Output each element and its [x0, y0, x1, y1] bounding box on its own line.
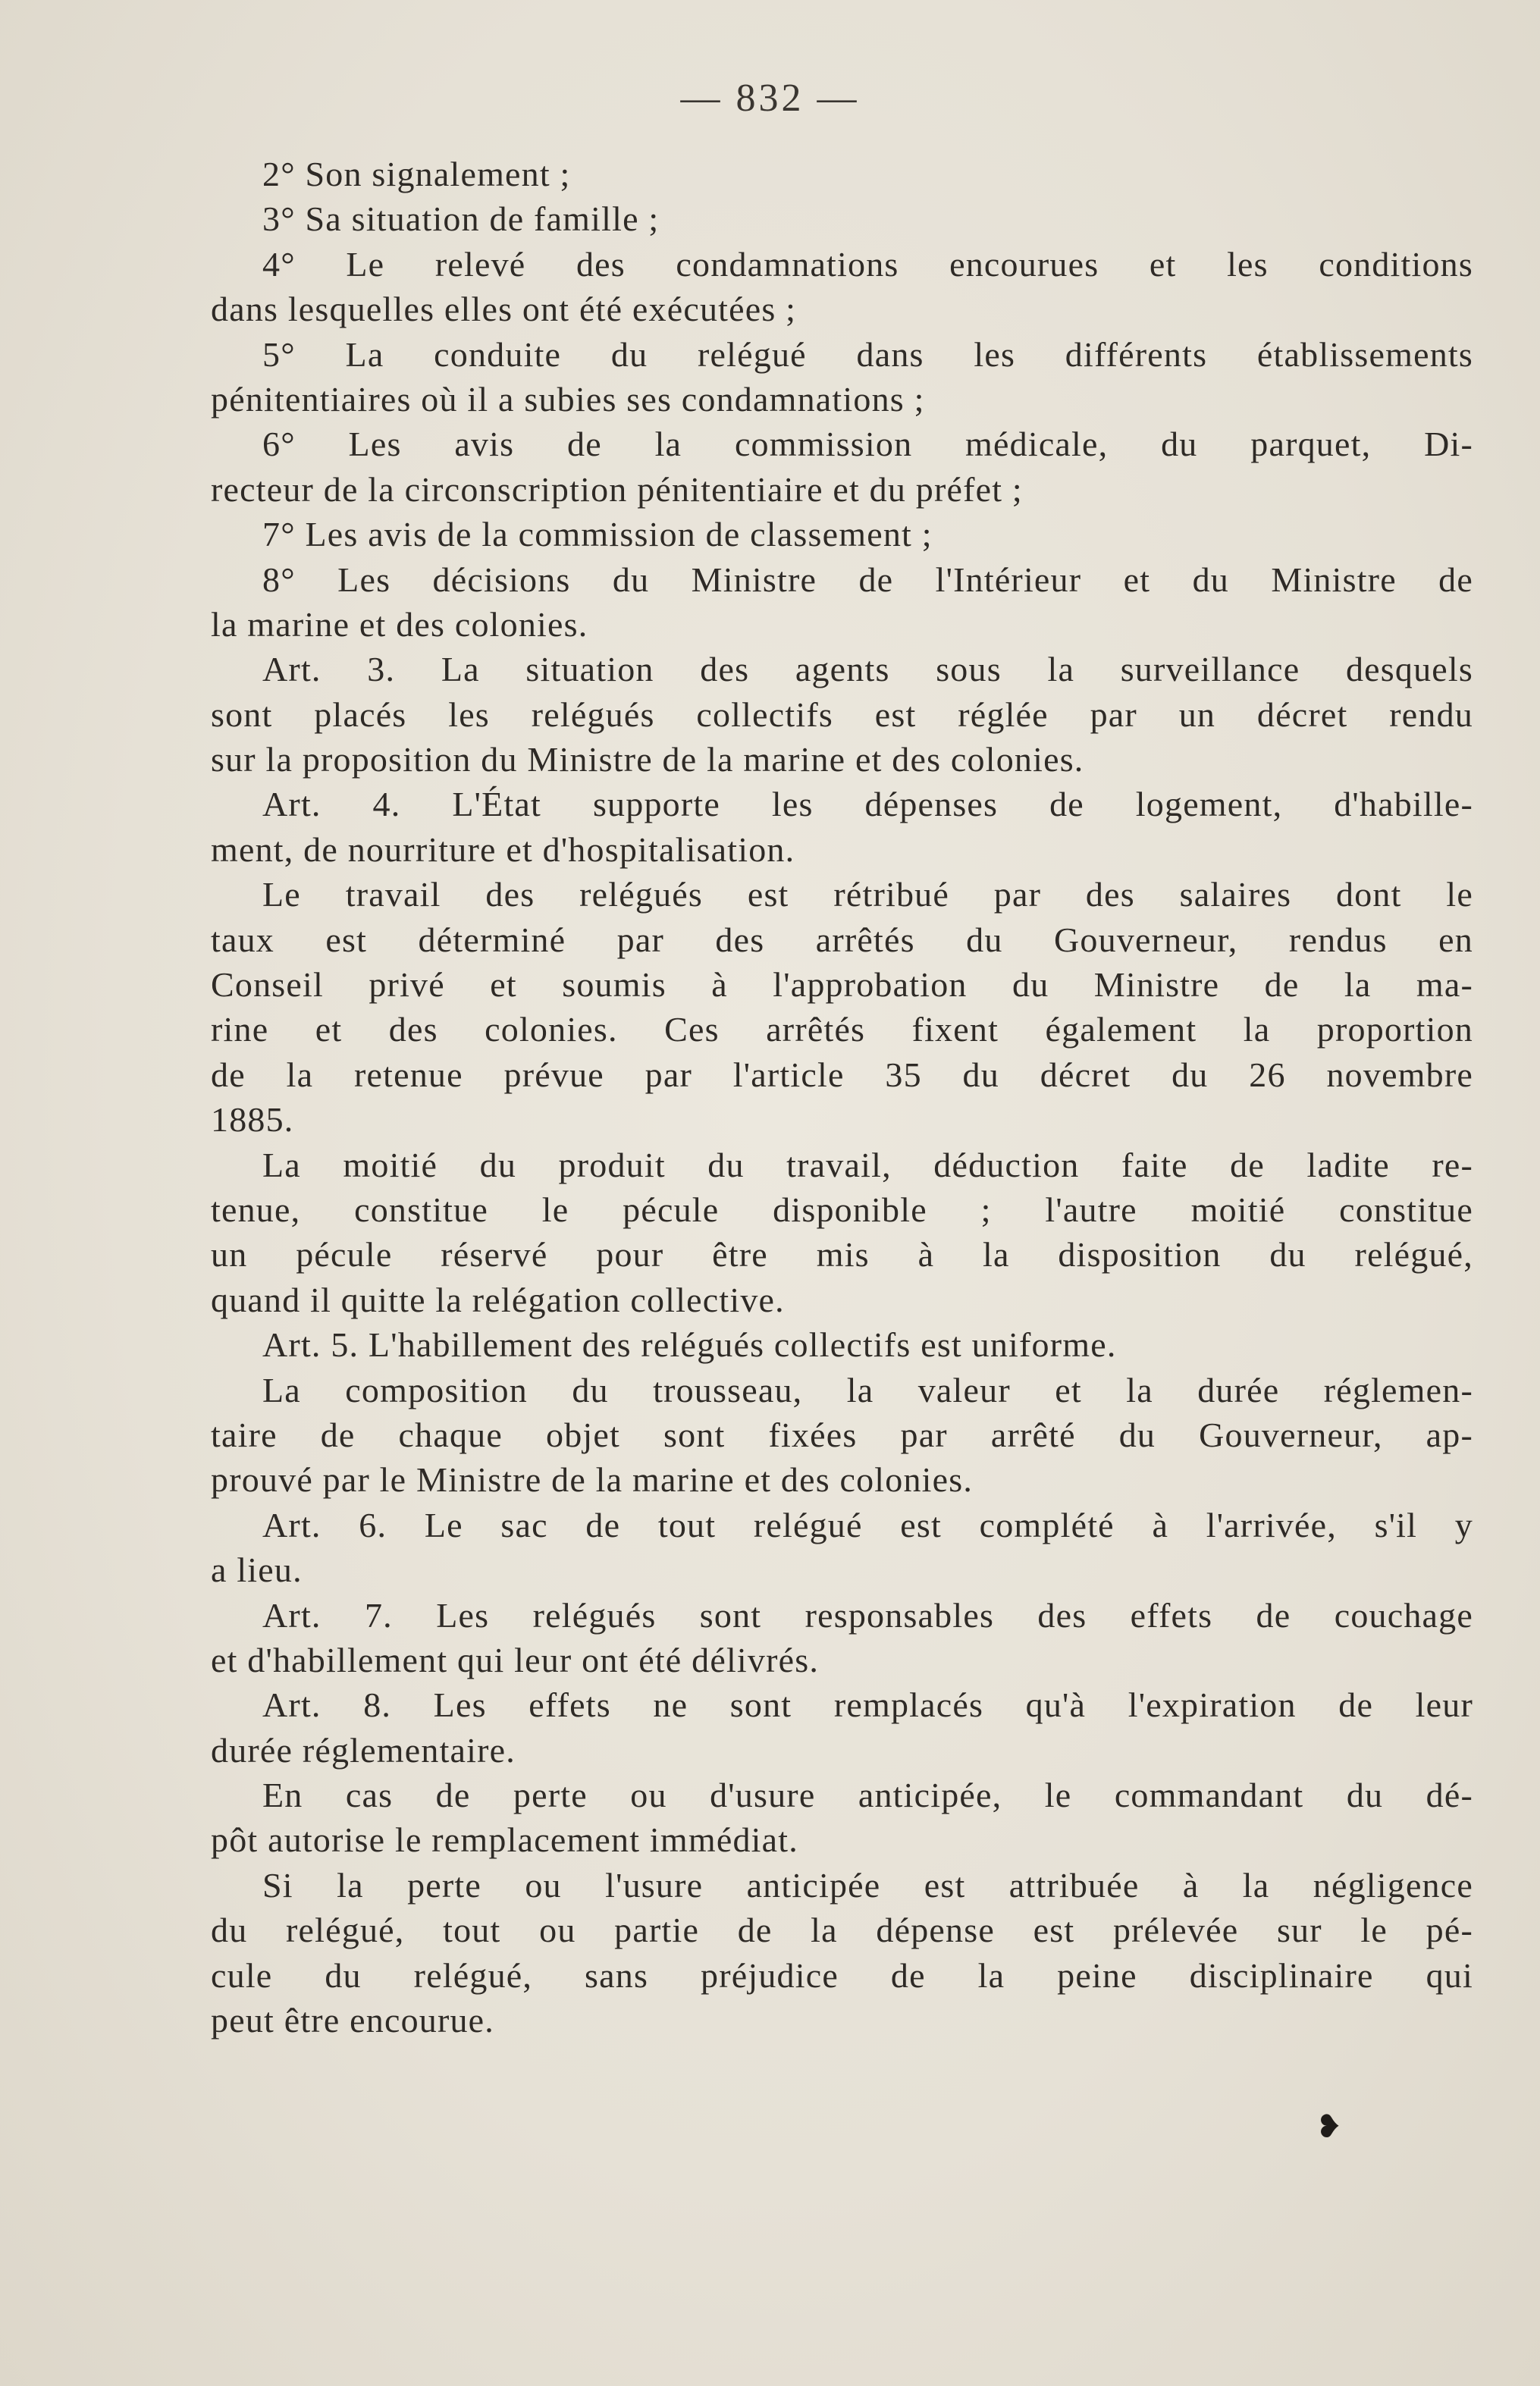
text-line: Art. 8. Les effets ne sont remplacés qu'à l'expiration de leur	[262, 1685, 1473, 1725]
text-line: 6° Les avis de la commission médicale, du parquet, Di-	[262, 425, 1473, 464]
text-line: cule du relégué, sans préjudice de la peine disciplinaire qui	[211, 1955, 1473, 1995]
text-line: Conseil privé et soumis à l'approbation du Ministre de la ma-	[211, 965, 1473, 1005]
text-line: 2° Son signalement ;	[262, 155, 571, 193]
text-line: la marine et des colonies.	[211, 604, 588, 644]
body-text	[211, 152, 1473, 2043]
text-line: de la retenue prévue par l'article 35 du décret du 26 novembre	[211, 1055, 1473, 1094]
text-line: 3° Sa situation de famille ;	[262, 199, 660, 239]
text-line: 4° Le relevé des condamnations encourues et les conditions	[262, 244, 1473, 284]
text-line: taire de chaque objet sont fixées par arrêté du Gouverneur, ap-	[211, 1415, 1473, 1454]
text-line: pôt autorise le remplacement immédiat.	[211, 1820, 798, 1860]
text-line: prouvé par le Ministre de la marine et des colonies.	[211, 1460, 974, 1500]
text-line: sont placés les relégués collectifs est réglée par un décret rendu	[211, 694, 1473, 734]
text-line: Art. 4. L'État supporte les dépenses de logement, d'habille-	[262, 785, 1473, 824]
page-number: — 832 —	[680, 77, 860, 120]
text-line: Art. 6. Le sac de tout relégué est complété à l'arrivée, s'il y	[262, 1505, 1473, 1544]
text-line: La moitié du produit du travail, déduction faite de ladite re-	[262, 1145, 1473, 1184]
ink-blot: ❥	[1316, 2110, 1343, 2145]
text-line: 1885.	[211, 1100, 294, 1140]
text-line: et d'habillement qui leur ont été délivrés.	[211, 1640, 820, 1679]
text-line: 7° Les avis de la commission de classement ;	[262, 515, 933, 554]
text-line: En cas de perte ou d'usure anticipée, le commandant du dé-	[262, 1776, 1473, 1815]
text-line: Art. 7. Les relégués sont responsables des effets de couchage	[262, 1595, 1473, 1635]
text-line: peut être encourue.	[211, 2001, 494, 2040]
text-line: pénitentiaires où il a subies ses condamnations ;	[211, 379, 925, 419]
text-line: Le travail des relégués est rétribué par des salaires dont le	[262, 875, 1473, 914]
text-line: quand il quitte la relégation collective.	[211, 1280, 785, 1319]
text-line: Art. 5. L'habillement des relégués collectifs est uniforme.	[262, 1325, 1117, 1365]
text-line: 8° Les décisions du Ministre de l'Intérieur et du Ministre de	[262, 560, 1473, 599]
text-line: durée réglementaire.	[211, 1730, 516, 1770]
text-line: rine et des colonies. Ces arrêtés fixent également la proportion	[211, 1010, 1473, 1049]
text-line: un pécule réservé pour être mis à la disposition du relégué,	[211, 1235, 1473, 1275]
text-line: a lieu.	[211, 1550, 303, 1590]
text-line: sur la proposition du Ministre de la marine et des colonies.	[211, 740, 1084, 779]
text-line: dans lesquelles elles ont été exécutées ;	[211, 290, 797, 329]
text-line: Si la perte ou l'usure anticipée est attribuée à la négligence	[262, 1865, 1473, 1905]
text-line: La composition du trousseau, la valeur et la durée réglemen-	[262, 1370, 1473, 1409]
text-line: ment, de nourriture et d'hospitalisation.	[211, 829, 795, 869]
text-line: taux est déterminé par des arrêtés du Gouverneur, rendus en	[211, 920, 1473, 959]
text-line: 5° La conduite du relégué dans les différents établissements	[262, 334, 1473, 374]
text-line: du relégué, tout ou partie de la dépense est prélevée sur le pé-	[211, 1911, 1473, 1950]
text-line: Art. 3. La situation des agents sous la surveillance desquels	[262, 650, 1473, 689]
text-line: recteur de la circonscription pénitentiaire et du préfet ;	[211, 469, 1023, 509]
text-line: tenue, constitue le pécule disponible ; l'autre moitié constitue	[211, 1190, 1473, 1229]
